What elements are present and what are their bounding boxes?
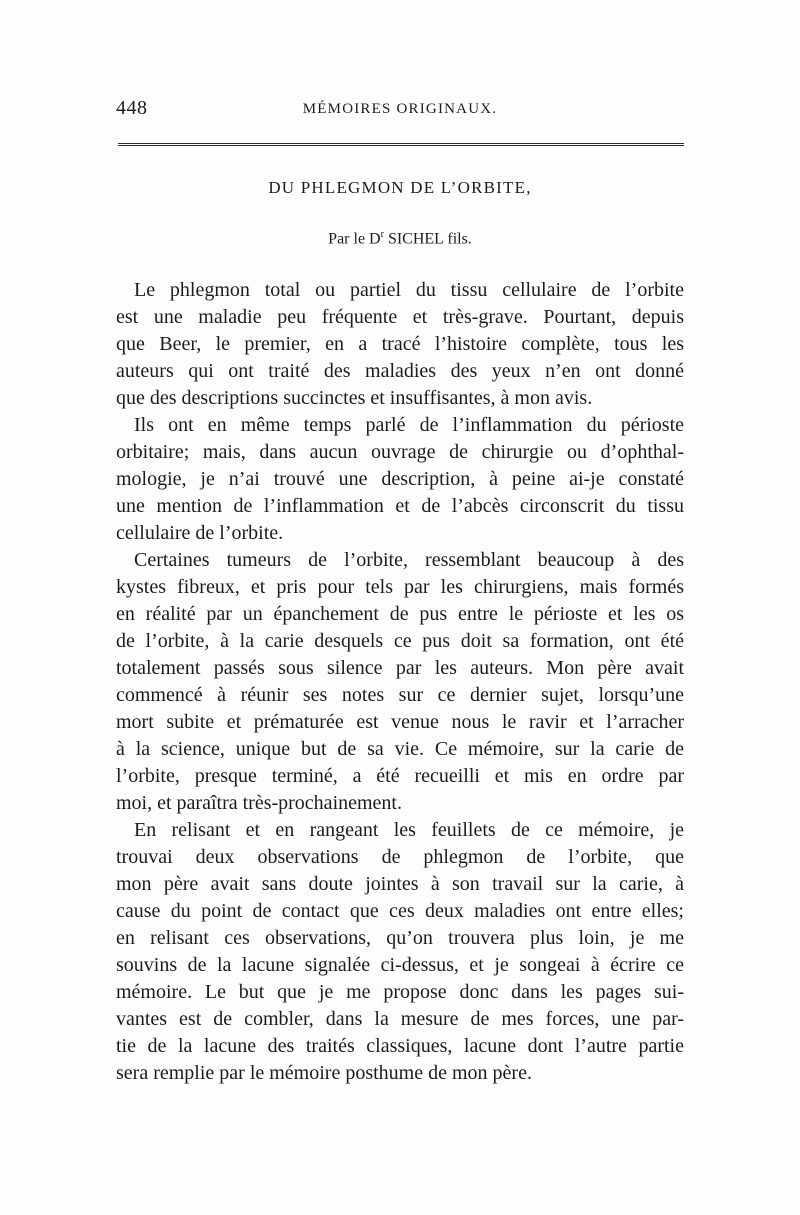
- text-line: Ils ont en même temps parlé de l’inflammation du périoste: [134, 414, 684, 436]
- text-line: souvins de la lacune signalée ci-dessus, et je songeai à écrire ce: [116, 954, 684, 976]
- text-line: kystes fibreux, et pris pour tels par les chirurgiens, mais formés: [116, 576, 684, 598]
- page-number: 448: [116, 97, 148, 119]
- text-line: sera remplie par le mémoire posthume de mon père.: [116, 1062, 532, 1084]
- text-line: Le phlegmon total ou partiel du tissu cellulaire de l’orbite: [134, 279, 684, 301]
- text-line: trouvai deux observations de phlegmon de l’orbite, que: [116, 846, 684, 868]
- article-title: DU PHLEGMON DE L’ORBITE,: [268, 178, 532, 197]
- text-line: en relisant ces observations, qu’on trouvera plus loin, je me: [116, 927, 684, 949]
- text-line: cause du point de contact que ces deux maladies ont entre elles;: [116, 900, 684, 922]
- text-line: en réalité par un épanchement de pus entre le périoste et les os: [116, 603, 684, 625]
- text-line: En relisant et en rangeant les feuillets de ce mémoire, je: [134, 819, 684, 841]
- text-line: que des descriptions succinctes et insuffisantes, à mon avis.: [116, 387, 593, 409]
- text-line: est une maladie peu fréquente et très-grave. Pourtant, depuis: [116, 306, 684, 328]
- text-line: Certaines tumeurs de l’orbite, ressemblant beaucoup à des: [134, 549, 684, 571]
- text-line: commencé à réunir ses notes sur ce dernier sujet, lorsqu’une: [116, 684, 684, 706]
- running-header: [116, 97, 684, 127]
- byline-prefix: Par le D: [328, 230, 381, 248]
- text-line: moi, et paraîtra très-prochainement.: [116, 792, 402, 814]
- byline: [0, 229, 800, 248]
- text-line: tie de la lacune des traités classiques, lacune dont l’autre partie: [116, 1035, 684, 1057]
- byline-superscript: r: [380, 229, 384, 240]
- text-line: mologie, je n’ai trouvé une description, à peine ai-je constaté: [116, 468, 684, 490]
- text-line: une mention de l’inflammation et de l’abcès circonscrit du tissu: [116, 495, 684, 517]
- text-line: orbitaire; mais, dans aucun ouvrage de chirurgie ou d’ophthal-: [116, 441, 684, 463]
- header-rule: [118, 143, 684, 146]
- text-line: vantes est de combler, dans la mesure de mes forces, une par-: [116, 1008, 684, 1030]
- text-line: mémoire. Le but que je me propose donc dans les pages sui-: [116, 981, 684, 1003]
- text-line: à la science, unique but de sa vie. Ce mémoire, sur la carie de: [116, 738, 684, 760]
- byline-author: SICHEL fils.: [383, 230, 472, 248]
- text-line: auteurs qui ont traité des maladies des yeux n’en ont donné: [116, 360, 684, 382]
- text-line: l’orbite, presque terminé, a été recueilli et mis en ordre par: [116, 765, 684, 787]
- text-line: mort subite et prématurée est venue nous le ravir et l’arracher: [116, 711, 684, 733]
- article-body: [116, 277, 684, 1087]
- text-line: mon père avait sans doute jointes à son travail sur la carie, à: [116, 873, 684, 895]
- text-line: cellulaire de l’orbite.: [116, 522, 284, 544]
- text-line: totalement passés sous silence par les auteurs. Mon père avait: [116, 657, 684, 679]
- text-line: de l’orbite, à la carie desquels ce pus doit sa formation, ont été: [116, 630, 684, 652]
- text-line: que Beer, le premier, en a tracé l’histoire complète, tous les: [116, 333, 684, 355]
- running-title: MÉMOIRES ORIGINAUX.: [302, 101, 498, 117]
